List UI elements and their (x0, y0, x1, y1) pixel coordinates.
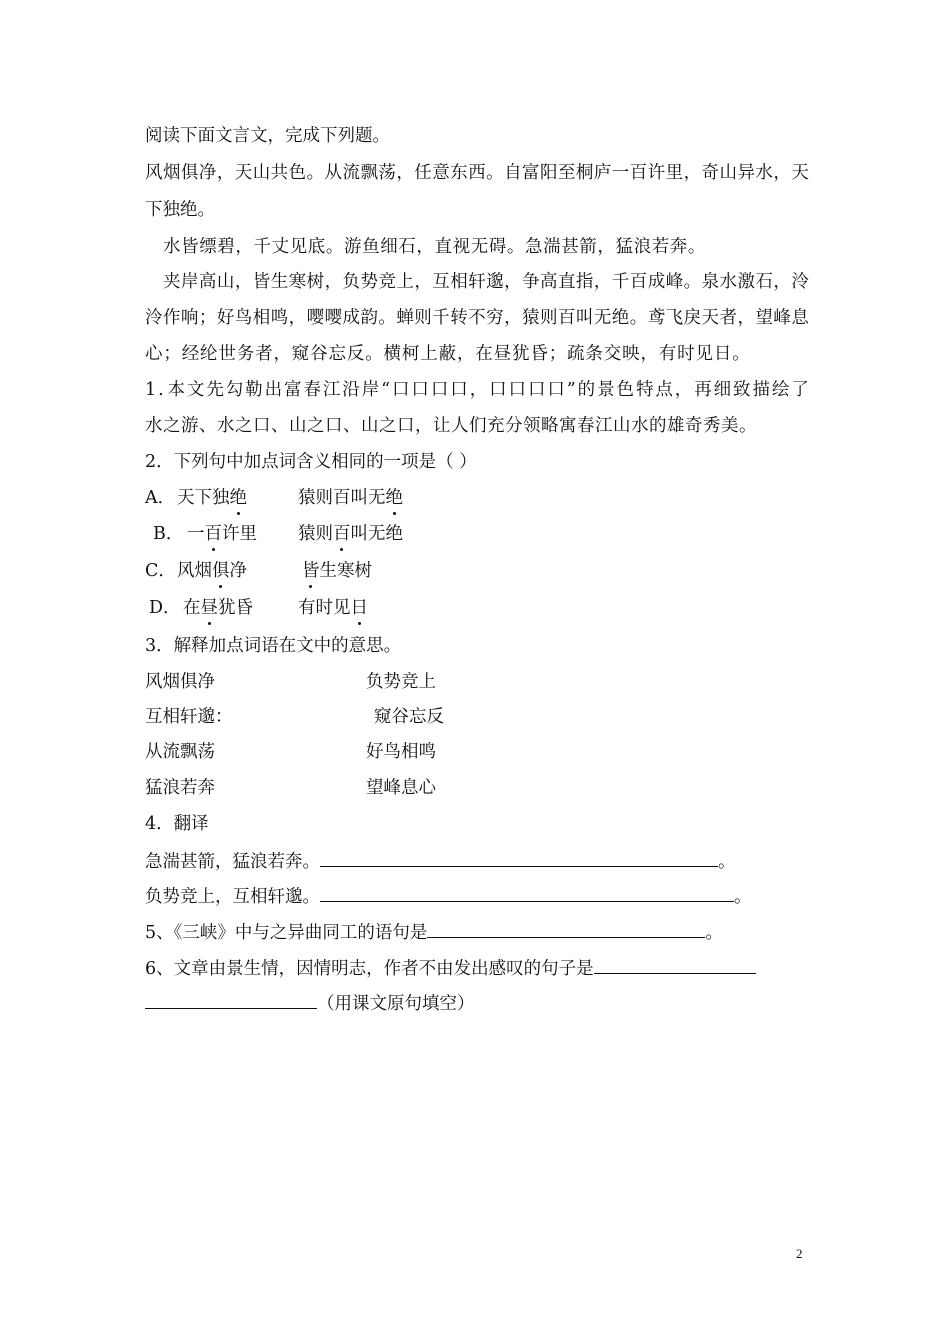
q4-item1-end: 。 (718, 852, 736, 872)
q2-option-left-phrase: 一百许里 (187, 524, 257, 544)
q4-item2-end: 。 (734, 887, 752, 907)
q6-row2 (145, 990, 475, 1016)
q2-option-letter: A． (145, 488, 176, 508)
q3-left-0: 风烟俱净 (145, 672, 215, 692)
q2-option-left-phrase: 风烟俱净 (177, 561, 247, 581)
q3-right-2: 好鸟相鸣 (366, 742, 436, 762)
q1-line1: 1 . 本 文 先 勾 勒 出 富 春 江 沿 岸 “ 口 口 口 口 ， 口 口 口 口 ” 的 景 色 特 点 ， 再 细 致 描 绘 了 (145, 380, 809, 400)
q3-stem: 3．解释加点词语在文中的意思。 (145, 636, 402, 656)
q4-item2: 负势竞上，互相轩邈。 (145, 887, 320, 907)
q3-left-3: 猛浪若奔 (145, 778, 215, 798)
q4-item2-blank[interactable] (320, 883, 734, 902)
q6-row (145, 955, 756, 981)
q2-option-right-phrase: 有时见日 (298, 598, 368, 618)
q6-note: （用课文原句填空） (317, 994, 475, 1014)
q5-row (145, 919, 723, 945)
q6-text: 6、文章由景生情，因情明志，作者不由发出感叹的句子是 (145, 959, 594, 979)
q5-text: 5、《三峡》中与之异曲同工的语句是 (145, 923, 428, 943)
q2-stem: 2．下列句中加点词含义相同的一项是（ ） (145, 452, 477, 472)
q3-right-3: 望峰息心 (366, 778, 436, 798)
q5-end: 。 (705, 923, 723, 943)
passage-p3-line2: 泠 作 响 ； 好 鸟 相 鸣 ， 嘤 嘤 成 韵 。 蝉 则 千 转 不 穷 ， 猿 则 百 叫 无 绝 。 鸢 飞 戾 天 者 ， 望 峰 息 (145, 308, 809, 328)
q2-option-letter: D． (149, 598, 181, 618)
passage-p3-line3: 心；经纶世务者，窥谷忘反。横柯上蔽，在昼犹昏；疏条交映，有时见日。 (145, 344, 751, 364)
q4-stem: 4．翻译 (145, 814, 209, 834)
passage-p3-line1: 夹 岸 高 山 ， 皆 生 寒 树 ， 负 势 竞 上 ， 互 相 轩 邈 ， 争 高 直 指 ， 千 百 成 峰 。 泉 水 激 石 ， 泠 (163, 272, 809, 292)
q2-option-right-phrase: 猿则百叫无绝 (298, 524, 403, 544)
q2-option-letter: C． (145, 561, 176, 581)
q3-left-2: 从流飘荡 (145, 742, 215, 762)
passage-p1-line2: 下独绝。 (145, 200, 215, 220)
q4-item1-blank[interactable] (320, 848, 718, 867)
q3-right-1: 窥谷忘反 (374, 707, 444, 727)
q2-option-left-phrase: 在昼犹昏 (183, 598, 253, 618)
q4-item1: 急湍甚箭，猛浪若奔。 (145, 852, 320, 872)
passage-p1-line1: 风 烟 俱 净 ， 天 山 共 色 。 从 流 飘 荡 ， 任 意 东 西 。 自 富 阳 至 桐 庐 一 百 许 里 ， 奇 山 异 水 ， 天 (145, 163, 809, 183)
q6-blank-1[interactable] (594, 955, 756, 974)
q4-item2-row (145, 883, 752, 909)
q5-blank[interactable] (427, 919, 705, 938)
q3-right-0: 负势竞上 (366, 672, 436, 692)
q1-line2: 水之游、水之口、山之口、山之口，让人们充分领略寓春江山水的雄奇秀美。 (145, 416, 757, 436)
q2-option-left-phrase: 天下独绝 (177, 488, 247, 508)
passage-p2: 水皆缥碧，千丈见底。游鱼细石，直视无碍。急湍甚箭，猛浪若奔。 (163, 237, 706, 257)
q2-option-right-phrase: 猿则百叫无绝 (298, 488, 403, 508)
instruction: 阅读下面文言文，完成下列题。 (145, 126, 390, 146)
q2-option-letter: B． (153, 524, 184, 544)
q3-left-1: 互相轩邈： (145, 707, 233, 727)
q2-option-right-phrase: 皆生寒树 (302, 561, 372, 581)
q6-blank-2[interactable] (145, 990, 317, 1009)
q4-item1-row (145, 848, 736, 874)
page-number: 2 (796, 1246, 803, 1261)
